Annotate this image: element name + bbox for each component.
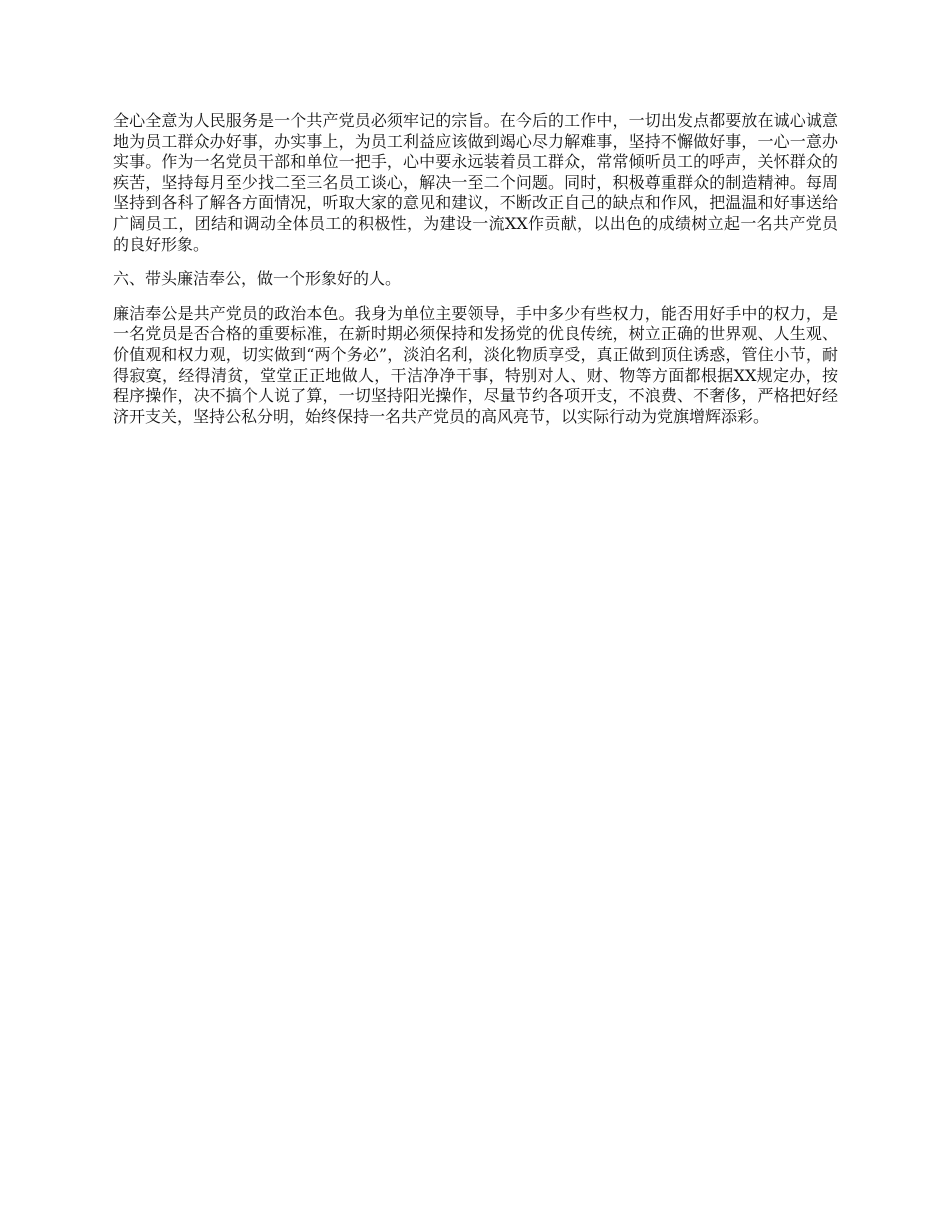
document-page xyxy=(113,111,838,427)
paragraph-service-purpose: 全心全意为人民服务是一个共产党员必须牢记的宗旨。在今后的工作中，一切出发点都要放在诚心诚意地为员工群众办好事，办实事上，为员工利益应该做到竭心尽力解难事，坚持不懈做好事，一心一意办实事。作为一名党员干部和单位一把手，心中要永远装着员工群众，常常倾听员工的呼声，关怀群众的疾苦，坚持每月至少找二至三名员工谈心，解决一至二个问题。同时，积极尊重群众的制造精神。每周坚持到各科了解各方面情况，听取大家的意见和建议，不断改正自己的缺点和作风，把温温和好事送给广阔员工，团结和调动全体员工的积极性，为建设一流XX作贡献，以出色的成绩树立起一名共产党员的良好形象。 xyxy=(113,111,838,254)
section-heading-six: 六、带头廉洁奉公，做一个形象好的人。 xyxy=(113,269,402,289)
paragraph-integrity: 廉洁奉公是共产党员的政治本色。我身为单位主要领导，手中多少有些权力，能否用好手中的权力，是一名党员是否合格的重要标准，在新时期必须保持和发扬党的优良传统，树立正确的世界观、人生观、价值观和权力观，切实做到“两个务必”，淡泊名利，淡化物质享受，真正做到顶住诱惑，管住小节，耐得寂寞，经得清贫，堂堂正正地做人，干洁净净干事，特别对人、财、物等方面都根据XX规定办，按程序操作，决不搞个人说了算，一切坚持阳光操作，尽量节约各项开支，不浪费、不奢侈，严格把好经济开支关，坚持公私分明，始终保持一名共产党员的高风亮节，以实际行动为党旗增辉添彩。 xyxy=(113,303,838,426)
